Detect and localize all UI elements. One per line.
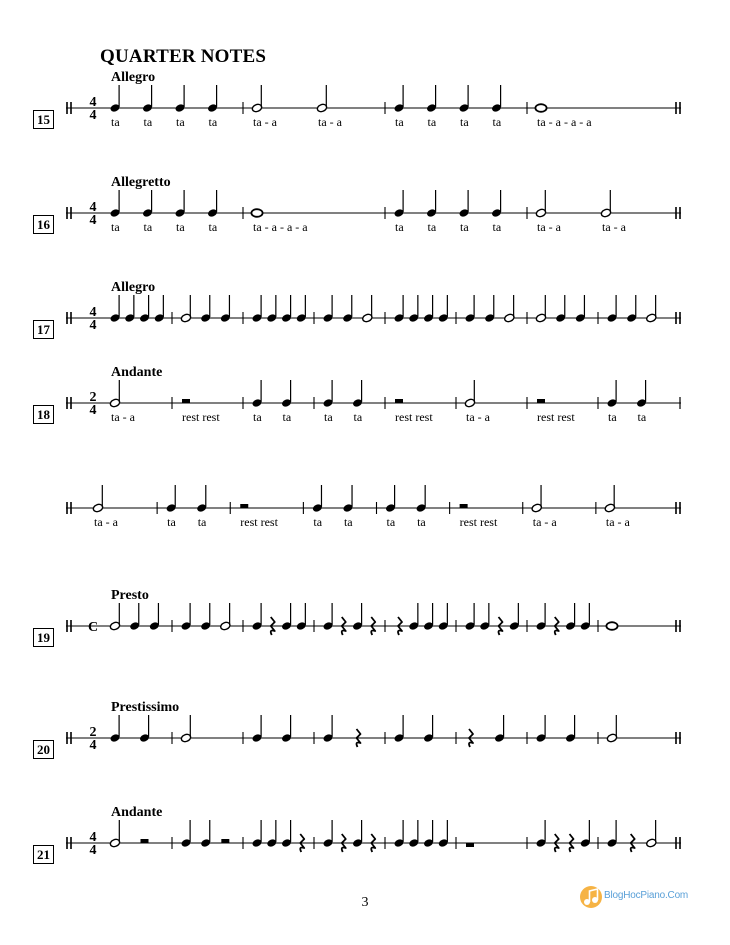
- quarter-note: [139, 715, 150, 743]
- exercise-number: 19: [33, 628, 54, 647]
- tempo-marking: Andante: [111, 805, 163, 820]
- quarter-note: [352, 380, 363, 408]
- quarter-note: [423, 820, 434, 848]
- quarter-note: [281, 603, 292, 631]
- page-title: QUARTER NOTES: [100, 46, 267, 67]
- quarter-note: [109, 85, 120, 113]
- quarter-note: [342, 295, 353, 323]
- quarter-note: [142, 190, 153, 218]
- quarter-note: [174, 85, 185, 113]
- quarter-note: [109, 190, 120, 218]
- logo-text: BlogHocPiano.Com: [604, 890, 689, 901]
- quarter-note: [580, 820, 591, 848]
- quarter-note: [109, 295, 120, 323]
- quarter-note: [494, 715, 505, 743]
- whole-note: [251, 209, 262, 217]
- rhythm-syllable: ta: [417, 515, 426, 529]
- rhythm-syllable: ta: [167, 515, 176, 529]
- rhythm-syllable: ta: [208, 115, 218, 129]
- quarter-note: [142, 85, 153, 113]
- tempo-marking: Andante: [111, 365, 163, 380]
- common-time-symbol: C: [87, 620, 99, 635]
- quarter-note: [322, 603, 333, 631]
- music-note-logo-icon: [578, 883, 604, 911]
- half-rest: [460, 504, 468, 508]
- quarter-note: [408, 603, 419, 631]
- quarter-note: [266, 820, 277, 848]
- staff-line: [0, 700, 730, 810]
- quarter-note: [281, 295, 292, 323]
- time-signature-top: 4: [89, 95, 97, 110]
- half-note: [109, 380, 120, 408]
- rhythm-syllable: ta - a - a - a: [253, 220, 308, 234]
- rhythm-syllable: ta: [282, 410, 292, 424]
- time-signature-bottom: 4: [89, 213, 97, 228]
- half-note: [604, 485, 615, 513]
- half-note: [92, 485, 103, 513]
- quarter-note: [352, 603, 363, 631]
- quarter-note: [296, 603, 307, 631]
- rhythm-syllable: ta: [111, 220, 120, 234]
- rhythm-syllable: ta: [395, 220, 404, 234]
- rhythm-syllable: ta: [143, 220, 153, 234]
- time-signature-top: 4: [89, 830, 97, 845]
- time-signature-bottom: 4: [89, 318, 97, 333]
- half-note: [531, 485, 542, 513]
- rhythm-syllable: ta: [637, 410, 647, 424]
- half-note: [109, 603, 120, 631]
- quarter-note: [575, 295, 586, 323]
- time-signature-top: 4: [89, 200, 97, 215]
- rhythm-syllable: ta: [492, 220, 502, 234]
- half-note: [504, 295, 515, 323]
- time-signature-top: 2: [89, 725, 97, 740]
- tempo-marking: Presto: [111, 588, 149, 603]
- quarter-note: [458, 85, 469, 113]
- quarter-note: [266, 295, 277, 323]
- rhythm-syllable: ta: [386, 515, 396, 529]
- half-note: [180, 715, 191, 743]
- staff-line: [0, 365, 730, 475]
- rhythm-syllable: ta - a: [532, 515, 557, 529]
- rhythm-syllable: ta: [427, 220, 437, 234]
- staff-line: [0, 588, 730, 698]
- quarter-note: [352, 820, 363, 848]
- quarter-note: [606, 295, 617, 323]
- quarter-note: [426, 190, 437, 218]
- quarter-note: [565, 715, 576, 743]
- quarter-note: [535, 715, 546, 743]
- half-rest: [182, 399, 190, 403]
- rhythm-syllable: ta - a: [111, 410, 135, 424]
- half-note: [600, 190, 611, 218]
- quarter-note: [458, 190, 469, 218]
- rhythm-syllable: rest rest: [395, 410, 433, 424]
- exercise-number: 15: [33, 110, 54, 129]
- rhythm-syllable: ta: [111, 115, 120, 129]
- page-number: 3: [361, 895, 369, 910]
- exercise-number: 21: [33, 845, 54, 864]
- quarter-note: [565, 603, 576, 631]
- half-note: [464, 380, 475, 408]
- quarter-note: [626, 295, 637, 323]
- rhythm-syllable: ta - a: [318, 115, 342, 129]
- quarter-note: [509, 603, 520, 631]
- rhythm-syllable: ta: [460, 115, 469, 129]
- whole-note: [535, 104, 546, 112]
- quarter-note: [342, 485, 353, 513]
- rhythm-syllable: ta: [492, 115, 502, 129]
- quarter-note: [200, 295, 211, 323]
- quarter-note: [129, 603, 140, 631]
- quarter-note: [200, 820, 211, 848]
- quarter-note: [479, 603, 490, 631]
- staff-line: [0, 175, 730, 285]
- rhythm-syllable: ta - a: [253, 115, 277, 129]
- rhythm-syllable: ta - a: [537, 220, 561, 234]
- rhythm-syllable: ta: [197, 515, 207, 529]
- rhythm-syllable: ta: [395, 115, 404, 129]
- half-rest: [141, 839, 149, 843]
- exercise-number: 17: [33, 320, 54, 339]
- quarter-note: [322, 380, 333, 408]
- rhythm-syllable: ta - a: [602, 220, 626, 234]
- exercise-15: [0, 70, 730, 180]
- rhythm-syllable: ta - a - a - a: [537, 115, 592, 129]
- exercise-number: 18: [33, 405, 54, 424]
- exercise-18: [0, 365, 730, 475]
- quarter-note: [196, 485, 207, 513]
- quarter-note: [535, 820, 546, 848]
- quarter-note: [180, 820, 191, 848]
- time-signature-bottom: 4: [89, 108, 97, 123]
- quarter-note: [139, 295, 150, 323]
- quarter-note: [207, 85, 218, 113]
- quarter-note: [535, 603, 546, 631]
- half-rest: [240, 504, 248, 508]
- tempo-marking: Allegro: [111, 280, 156, 295]
- quarter-note: [281, 380, 292, 408]
- half-note: [646, 295, 657, 323]
- half-rest: [395, 399, 403, 403]
- quarter-note: [251, 603, 262, 631]
- quarter-note: [393, 295, 404, 323]
- whole-note: [606, 622, 617, 630]
- quarter-note: [207, 190, 218, 218]
- rhythm-syllable: ta - a: [605, 515, 630, 529]
- staff-line: [0, 470, 730, 580]
- quarter-note: [438, 820, 449, 848]
- quarter-note: [281, 820, 292, 848]
- quarter-note: [636, 380, 647, 408]
- quarter-note: [606, 820, 617, 848]
- rhythm-syllable: ta: [460, 220, 469, 234]
- time-signature-top: 2: [89, 390, 97, 405]
- rhythm-syllable: ta: [176, 220, 185, 234]
- quarter-note: [580, 603, 591, 631]
- quarter-note: [393, 85, 404, 113]
- whole-rest: [466, 843, 474, 847]
- rhythm-syllable: ta: [324, 410, 333, 424]
- half-note: [535, 190, 546, 218]
- quarter-note: [296, 295, 307, 323]
- time-signature-top: 4: [89, 305, 97, 320]
- site-logo: [578, 883, 708, 911]
- quarter-note: [606, 380, 617, 408]
- quarter-note: [438, 603, 449, 631]
- quarter-note: [322, 715, 333, 743]
- quarter-note: [385, 485, 396, 513]
- quarter-note: [200, 603, 211, 631]
- rhythm-syllable: rest rest: [182, 410, 220, 424]
- quarter-note: [149, 603, 160, 631]
- exercise-number: 16: [33, 215, 54, 234]
- exercise-cont: [0, 470, 730, 580]
- half-note: [220, 603, 231, 631]
- quarter-note: [174, 190, 185, 218]
- quarter-note: [393, 820, 404, 848]
- quarter-note: [251, 295, 262, 323]
- quarter-note: [416, 485, 427, 513]
- rhythm-syllable: ta: [343, 515, 353, 529]
- half-note: [180, 295, 191, 323]
- time-signature-bottom: 4: [89, 403, 97, 418]
- rhythm-syllable: ta: [208, 220, 218, 234]
- tempo-marking: Allegretto: [111, 175, 171, 190]
- quarter-note: [154, 295, 165, 323]
- half-note: [535, 295, 546, 323]
- half-note: [251, 85, 262, 113]
- staff-line: [0, 70, 730, 180]
- rhythm-syllable: ta: [253, 410, 262, 424]
- quarter-note: [312, 485, 323, 513]
- quarter-note: [322, 820, 333, 848]
- rhythm-syllable: ta: [143, 115, 153, 129]
- quarter-note: [491, 85, 502, 113]
- half-note: [316, 85, 327, 113]
- quarter-note: [423, 715, 434, 743]
- quarter-note: [555, 295, 566, 323]
- rhythm-syllable: ta: [608, 410, 617, 424]
- quarter-note: [464, 295, 475, 323]
- quarter-note: [408, 295, 419, 323]
- rhythm-syllable: ta: [427, 115, 437, 129]
- time-signature-bottom: 4: [89, 738, 97, 753]
- exercise-20: [0, 700, 730, 810]
- quarter-note: [423, 295, 434, 323]
- exercise-19: [0, 588, 730, 698]
- exercise-number: 20: [33, 740, 54, 759]
- quarter-note: [251, 380, 262, 408]
- rhythm-syllable: ta: [313, 515, 323, 529]
- quarter-note: [251, 715, 262, 743]
- quarter-note: [166, 485, 177, 513]
- half-note: [646, 820, 657, 848]
- rhythm-syllable: ta: [353, 410, 363, 424]
- quarter-note: [220, 295, 231, 323]
- half-note: [362, 295, 373, 323]
- quarter-note: [484, 295, 495, 323]
- half-note: [109, 820, 120, 848]
- quarter-note: [281, 715, 292, 743]
- quarter-note: [322, 295, 333, 323]
- rhythm-syllable: rest rest: [537, 410, 575, 424]
- quarter-note: [124, 295, 135, 323]
- quarter-note: [109, 715, 120, 743]
- rhythm-syllable: ta: [176, 115, 185, 129]
- time-signature-bottom: 4: [89, 843, 97, 858]
- quarter-note: [393, 190, 404, 218]
- rhythm-syllable: rest rest: [240, 515, 278, 529]
- tempo-marking: Prestissimo: [111, 700, 180, 715]
- quarter-note: [426, 85, 437, 113]
- quarter-note: [408, 820, 419, 848]
- quarter-note: [423, 603, 434, 631]
- quarter-note: [491, 190, 502, 218]
- quarter-note: [438, 295, 449, 323]
- quarter-note: [393, 715, 404, 743]
- quarter-note: [464, 603, 475, 631]
- half-rest: [537, 399, 545, 403]
- half-rest: [221, 839, 229, 843]
- exercise-16: [0, 175, 730, 285]
- rhythm-syllable: rest rest: [459, 515, 498, 529]
- quarter-note: [180, 603, 191, 631]
- quarter-note: [251, 820, 262, 848]
- rhythm-syllable: ta - a: [94, 515, 118, 529]
- rhythm-syllable: ta - a: [466, 410, 490, 424]
- tempo-marking: Allegro: [111, 70, 156, 85]
- half-note: [606, 715, 617, 743]
